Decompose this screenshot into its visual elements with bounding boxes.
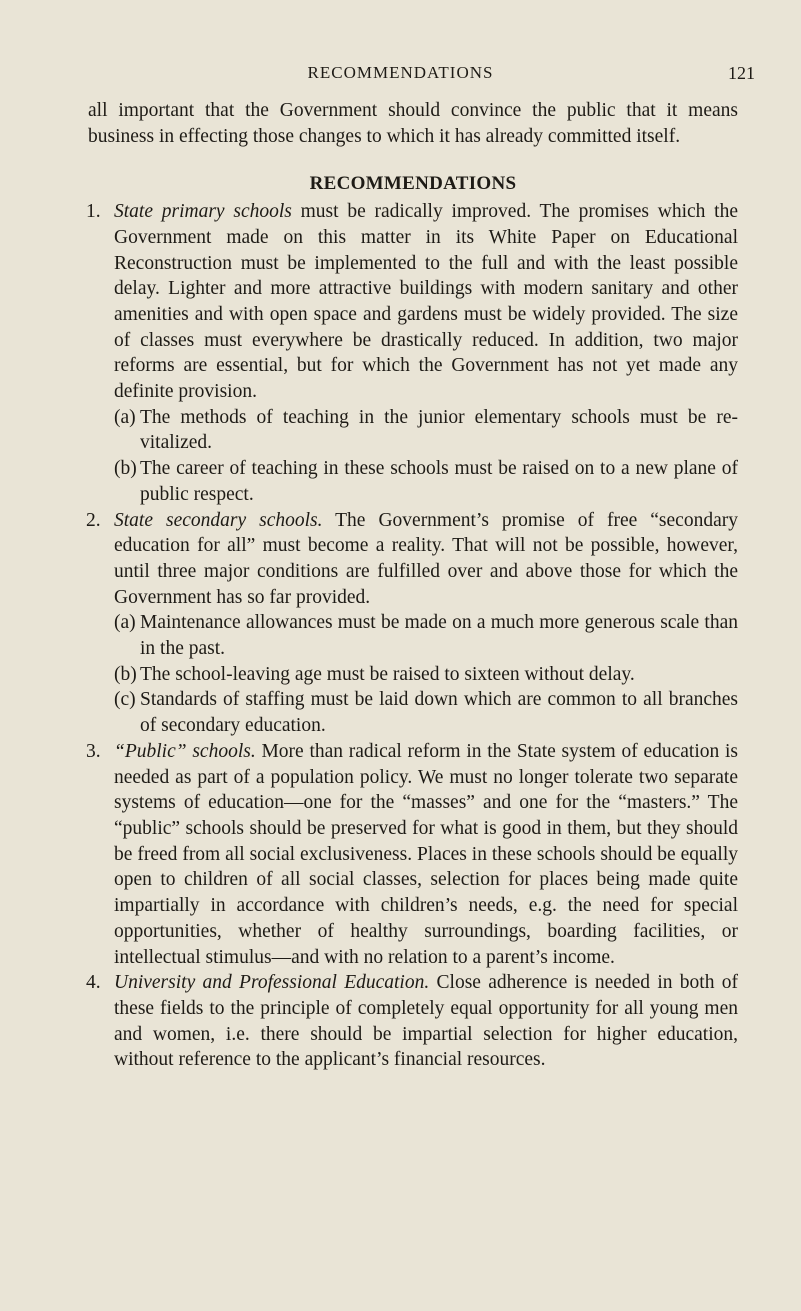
subitem-label: (b) [114, 458, 137, 480]
recommendation-body: Close adherence is needed in both of these fields to the principle of completely equal opportunity for all young men and women, i.e. there should be impartial selection for higher education, without reference to the applicant’s financial resources. [114, 972, 738, 1071]
running-title: RECOMMENDATIONS [307, 63, 494, 82]
section-title: RECOMMENDATIONS [309, 173, 517, 195]
recommendation-heading: State secondary schools. [114, 509, 323, 531]
recommendations-list [88, 199, 738, 1073]
recommendation-number: 1. [86, 201, 101, 223]
recommendation-heading: State primary schools [114, 201, 292, 223]
subitem-label: (a) [114, 612, 136, 634]
recommendation-heading: University and Professional Education. [114, 972, 430, 994]
subitem-label: (a) [114, 406, 136, 428]
subitem-2b [114, 662, 738, 688]
subitem-2c [114, 687, 738, 738]
subitem-text: The school-leaving age must be raised to sixteen without delay. [140, 663, 635, 685]
page-number: 121 [728, 63, 755, 83]
recommendation-number: 2. [86, 509, 101, 531]
subitem-text: Maintenance allowances must be made on a much more generous scale than in the past. [140, 612, 738, 660]
recommendation-text [114, 199, 738, 405]
recommendation-number: 3. [86, 740, 101, 762]
recommendation-3 [88, 739, 738, 970]
page-body [88, 98, 738, 1073]
intro-paragraph: all important that the Government should convince the public that it means business in effecting those changes to which it has already committed itself. [88, 100, 738, 147]
subitem-text: The career of teaching in these schools must be raised on to a new plane of public respect. [140, 458, 738, 505]
recommendation-body: must be radically improved. The promises which the Government made on this matter in its White Paper on Educational Reconstruction must be implemented to the full and with the least possible delay. Lighter and more attractive buildings with modern sanitary and other amenities and with open space and gardens must be widely provided. The size of classes must everywhere be drastically reduced. In addition, two major reforms are essential, but for which the Government has not yet made any definite provision. [114, 201, 738, 403]
recommendation-text [114, 739, 738, 970]
recommendation-1 [88, 199, 738, 507]
subitem-2a [114, 610, 738, 661]
subitem-text: Standards of staffing must be laid down which are common to all branches of secondary education. [140, 689, 738, 737]
recommendation-text [114, 970, 738, 1073]
recommendation-body: The Government’s promise of free “secondary education for all” must become a reality. That will not be possible, however, until three major conditions are fulfilled over and above those for which the Government has so far provided. [114, 509, 738, 608]
recommendation-4 [88, 970, 738, 1073]
subitem-label: (c) [114, 689, 136, 711]
subitem-1b [114, 456, 738, 507]
recommendation-heading: “Public” schools. [114, 740, 256, 762]
recommendation-2 [88, 508, 738, 739]
recommendation-text [114, 508, 738, 611]
subitem-label: (b) [114, 663, 137, 685]
recommendation-body: More than radical reform in the State system of education is needed as part of a population policy. We must no longer tolerate two separate systems of education—one for the “masses” and one for the “masters.” The “public” schools should be preserved for what is good in them, but they should be freed from all social exclusiveness. Places in these schools should be equally open to children of all social classes, selection for places being made quite impartially in accordance with children’s needs, e.g. the need for special opportunities, whether of healthy surroundings, boarding facilities, or intellectual stimulus—and with no relation to a parent’s income. [114, 740, 739, 968]
subitem-1a [114, 405, 738, 456]
recommendation-number: 4. [86, 972, 101, 994]
subitem-text: The methods of teaching in the junior elementary schools must be re-vitalized. [140, 406, 738, 454]
